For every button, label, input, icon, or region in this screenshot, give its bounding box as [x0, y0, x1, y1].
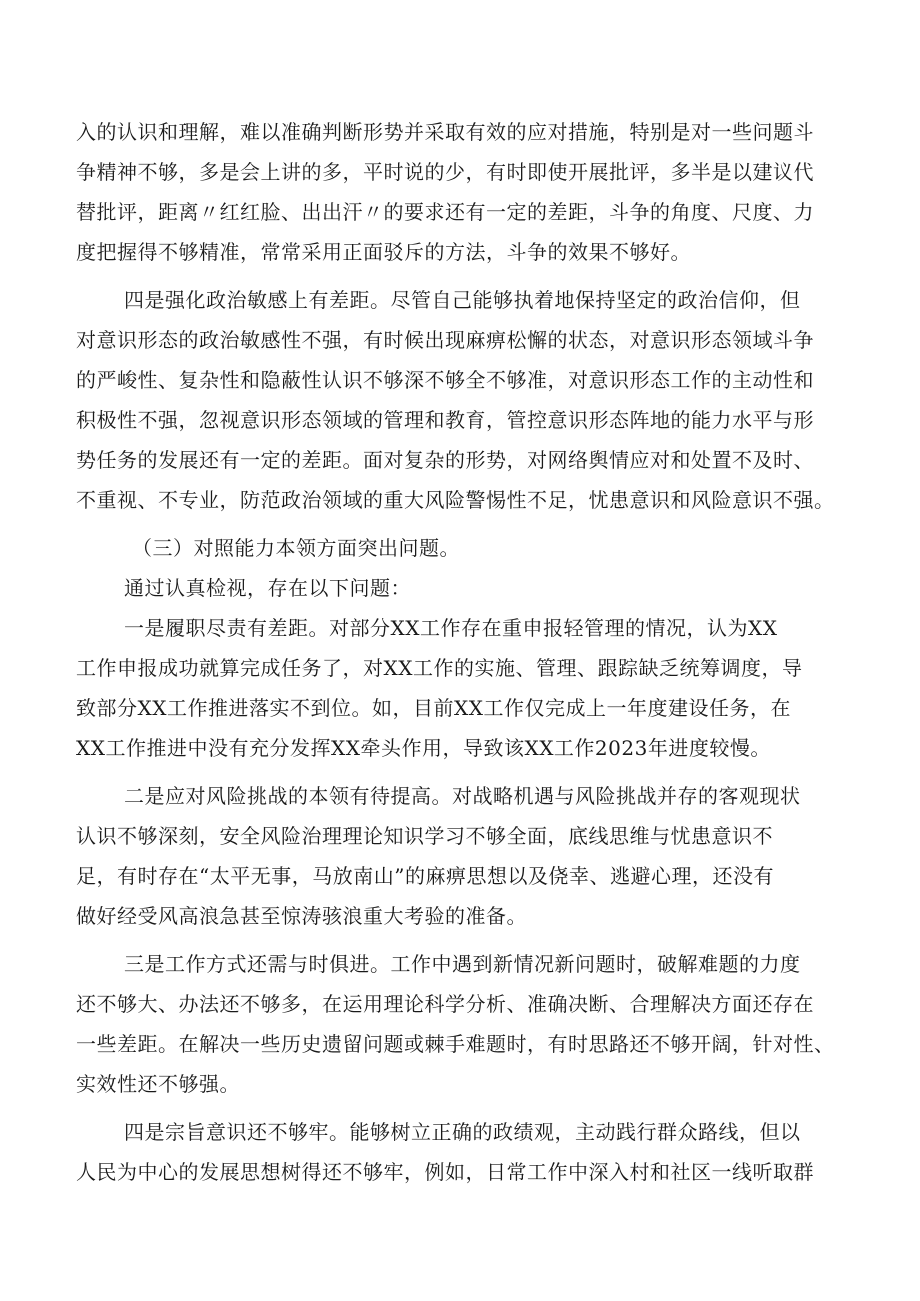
- text-line: 争精神不够，多是会上讲的多，平时说的少，有时即使开展批评，多半是以建议代: [76, 160, 814, 184]
- text-line: XX工作推进中没有充分发挥XX牵头作用，导致该XX工作2023年进度较慢。: [76, 736, 771, 760]
- text-line: 做好经受风高浪急甚至惊涛骇浪重大考验的准备。: [76, 904, 527, 928]
- text-line: 工作申报成功就算完成任务了，对XX工作的实施、管理、跟踪缺乏统筹调度，导: [76, 656, 803, 680]
- paragraph-start-line: 四是宗旨意识还不够牢。能够树立正确的政绩观，主动践行群众路线，但以: [124, 1120, 801, 1144]
- paragraph-start-line: 通过认真检视，存在以下问题：: [124, 576, 411, 600]
- text-line: 足，有时存在“太平无事，马放南山”的麻痹思想以及侥幸、逃避心理，还没有: [76, 864, 774, 888]
- text-line: 认识不够深刻，安全风险治理理论知识学习不够全面，底线思维与忧患意识不: [76, 824, 773, 848]
- text-line: 替批评，距离〃红红脸、出出汗〃的要求还有一定的差距，斗争的角度、尺度、力: [76, 200, 814, 224]
- paragraph-start-line: 一是履职尽责有差距。对部分XX工作存在重申报轻管理的情况，认为XX: [124, 616, 778, 640]
- section-heading: （三）对照能力本领方面突出问题。: [132, 536, 460, 560]
- text-line: 不重视、不专业，防范政治领域的重大风险警惕性不足，忧患意识和风险意识不强。: [76, 488, 835, 512]
- text-line: 度把握得不够精准，常常采用正面驳斥的方法，斗争的效果不够好。: [76, 240, 691, 264]
- text-line: 人民为中心的发展思想树得还不够牢，例如，日常工作中深入村和社区一线听取群: [76, 1160, 814, 1184]
- text-line: 还不够大、办法还不够多，在运用理论科学分析、准确决断、合理解决方面还存在: [76, 992, 814, 1016]
- text-line: 积极性不强，忽视意识形态领域的管理和教育，管控意识形态阵地的能力水平与形: [76, 408, 814, 432]
- paragraph-start-line: 二是应对风险挑战的本领有待提高。对战略机遇与风险挑战并存的客观现状: [124, 784, 801, 808]
- text-line: 入的认识和理解，难以准确判断形势并采取有效的应对措施，特别是对一些问题斗: [76, 120, 814, 144]
- text-line: 实效性还不够强。: [76, 1072, 240, 1096]
- text-line: 的严峻性、复杂性和隐蔽性认识不够深不够全不够准，对意识形态工作的主动性和: [76, 368, 814, 392]
- text-line: 对意识形态的政治敏感性不强，有时候出现麻痹松懈的状态，对意识形态领域斗争: [76, 328, 814, 352]
- paragraph-start-line: 三是工作方式还需与时俱进。工作中遇到新情况新问题时，破解难题的力度: [124, 952, 801, 976]
- text-line: 致部分XX工作推进落实不到位。如，目前XX工作仅完成上一年度建设任务，在: [76, 696, 791, 720]
- text-line: 势任务的发展还有一定的差距。面对复杂的形势，对网络舆情应对和处置不及时、: [76, 448, 814, 472]
- paragraph-start-line: 四是强化政治敏感上有差距。尽管自己能够执着地保持坚定的政治信仰，但: [124, 288, 801, 312]
- text-line: 一些差距。在解决一些历史遗留问题或棘手难题时，有时思路还不够开阔，针对性、: [76, 1032, 835, 1056]
